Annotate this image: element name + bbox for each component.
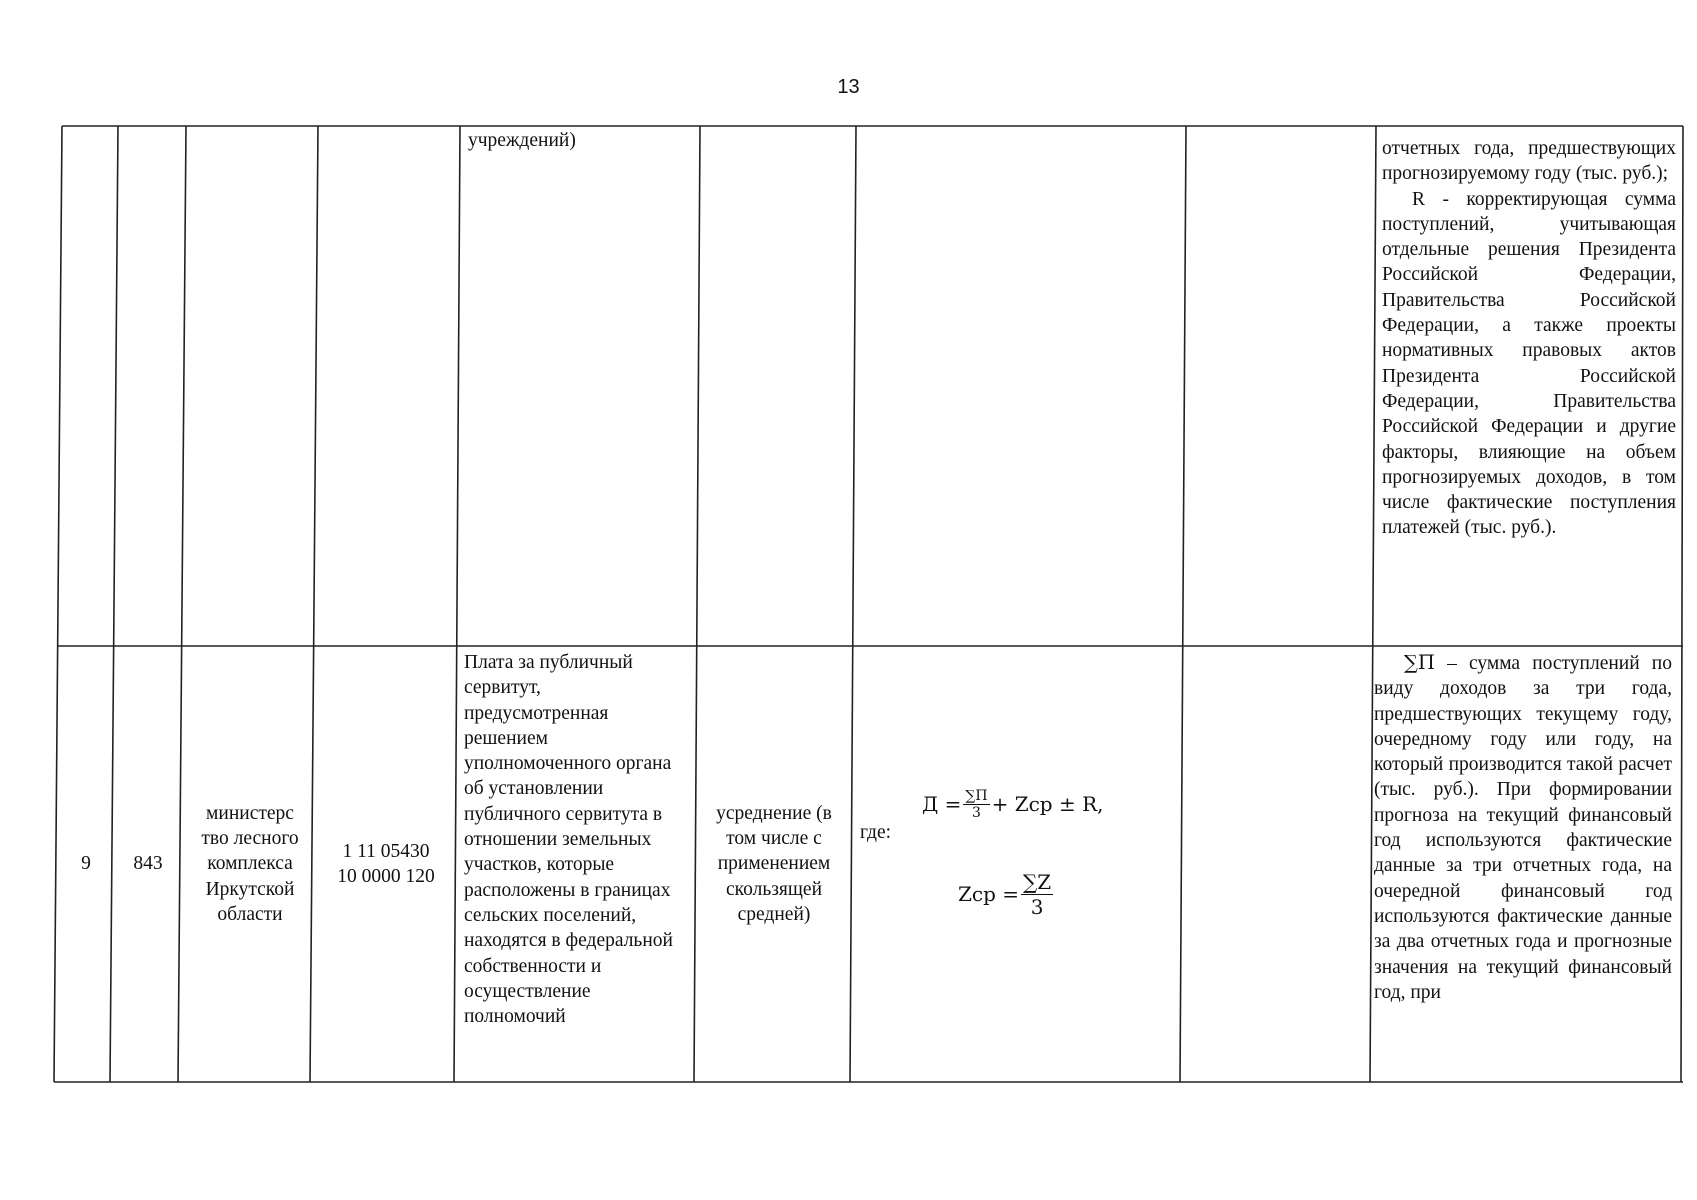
row9-notes-text: – сумма поступлений по виду доходов за три года, предшествующих текущему году, очередному году или году, на который производится такой расчет (тыс. руб.). При формировании прогноза на текущий финансовый год используются фактические данные за три отчетных года, на очередной финансовый год используются фактические данные за два отчетных года и прогнозные значения на текущий финансовый год, при bbox=[1374, 653, 1672, 1003]
prev-row-name-cell bbox=[468, 128, 694, 153]
row9-method: усреднение (в том числе с применением скользящей средней) bbox=[716, 802, 832, 925]
page-number: 13 bbox=[837, 76, 860, 98]
row9-notes-sigma: ∑П bbox=[1404, 651, 1435, 674]
row9-formula-cell bbox=[854, 648, 1180, 1080]
row9-admin-name: министерс тво лесного комплекса Иркутской области bbox=[201, 802, 299, 925]
formula-where: где: bbox=[860, 822, 892, 843]
formula-main-numerator: ∑П bbox=[965, 788, 988, 804]
prev-row-notes-tail: отчетных года, предшествующих прогнозируемому году (тыс. руб.); bbox=[1382, 138, 1676, 185]
formula-main-lhs: Д = bbox=[922, 791, 962, 816]
formula-zsr-fraction bbox=[1021, 870, 1053, 919]
prev-row-notes-cell bbox=[1382, 136, 1676, 541]
formula-main-fraction bbox=[963, 788, 989, 821]
row9-notes-paragraph bbox=[1374, 650, 1672, 1005]
row9-name: Плата за публичный сервитут, предусмотренная решением уполномоченного органа об установлении публичного сервитута в отношении земельных участков, которые расположены в границах сельских поселений, находятся в федеральной собственности и осуществление полномочий bbox=[464, 652, 673, 1028]
row9-kbk-cell bbox=[316, 648, 456, 1080]
prev-row-name-text: учреждений) bbox=[468, 130, 576, 151]
formula-main-rhs: + Zср ± R, bbox=[991, 791, 1104, 816]
row9-method-cell bbox=[698, 648, 850, 1080]
formula-main-denominator: 3 bbox=[972, 805, 981, 821]
formula-zsr-lhs: Zср = bbox=[958, 881, 1020, 906]
row9-kbk-line2: 10 0000 120 bbox=[337, 866, 435, 887]
row9-number-cell bbox=[58, 648, 114, 1080]
prev-row-notes-r: R - корректирующая сумма поступлений, учитывающая отдельные решения Президента Российской Федерации, Правительства Российской Федерации, а также проекты нормативных правовых актов Президента Российской Федерации, Правительства Российской Федерации и другие факторы, влияющие на объем прогнозируемых доходов, в том числе фактические поступления платежей (тыс. руб.). bbox=[1382, 188, 1676, 539]
formula-main bbox=[922, 788, 1103, 821]
row9-admin-name-cell bbox=[184, 648, 316, 1080]
row9-admin-code: 843 bbox=[133, 853, 163, 875]
row9-name-cell bbox=[464, 650, 688, 1080]
row9-notes-cell bbox=[1374, 650, 1672, 1080]
formula-zsr-denominator: 3 bbox=[1030, 895, 1044, 919]
formula-zsr-numerator: ∑Z bbox=[1023, 870, 1052, 894]
row9-number: 9 bbox=[81, 853, 91, 875]
row9-admin-code-cell bbox=[114, 648, 182, 1080]
formula-zsr bbox=[958, 870, 1055, 919]
row9-kbk-line1: 1 11 05430 bbox=[342, 840, 430, 862]
